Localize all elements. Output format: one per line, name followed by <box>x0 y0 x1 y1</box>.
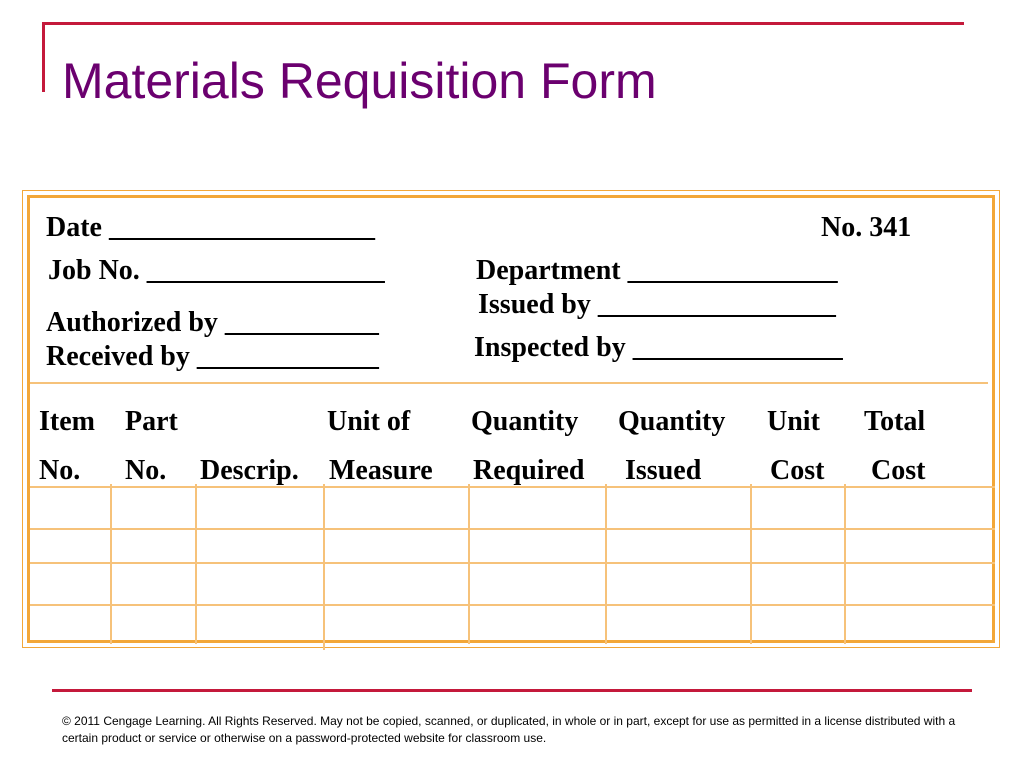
requisition-number: No. 341 <box>821 212 912 243</box>
authorized-by-field: Authorized by ___________ <box>46 307 379 338</box>
table-row-line <box>30 562 995 564</box>
table-top-line <box>30 382 988 384</box>
page-title: Materials Requisition Form <box>62 53 657 109</box>
date-field: Date ___________________ <box>46 212 375 243</box>
table-column-divider <box>468 484 470 644</box>
column-header-unit-of-measure: Unit of <box>327 406 411 437</box>
column-header-part: No. <box>125 455 167 486</box>
table-column-divider <box>844 484 846 644</box>
column-header-item: Item <box>39 406 95 437</box>
table-column-divider <box>195 484 197 644</box>
column-header-unit-of-measure: Measure <box>329 455 433 486</box>
column-header-quantity-issued: Quantity <box>618 406 726 437</box>
table-row-line <box>30 604 995 606</box>
column-header-quantity-required: Required <box>473 455 585 486</box>
left-accent-rule <box>42 22 45 92</box>
issued-by-field: Issued by _________________ <box>478 289 836 320</box>
received-by-field: Received by _____________ <box>46 341 379 372</box>
column-header-total-cost: Cost <box>871 455 926 486</box>
table-row-line <box>30 528 995 530</box>
copyright-footer: © 2011 Cengage Learning. All Rights Reserved. May not be copied, scanned, or duplicated, in whole or in part, except for use as permitted in a license distributed with a certain product or service or otherwise on a password-protected website for classroom use. <box>62 714 956 745</box>
column-header-quantity-issued: Issued <box>625 455 702 486</box>
table-column-divider <box>110 484 112 644</box>
table-column-divider <box>605 484 607 644</box>
table-column-divider <box>323 484 325 650</box>
column-header-quantity-required: Quantity <box>471 406 579 437</box>
column-header-description: Descrip. <box>200 455 299 486</box>
bottom-accent-rule <box>52 689 972 692</box>
table-column-divider <box>750 484 752 644</box>
top-accent-rule <box>42 22 964 25</box>
column-header-item: No. <box>39 455 81 486</box>
department-field: Department _______________ <box>476 255 838 286</box>
job-no-field: Job No. _________________ <box>48 255 385 286</box>
inspected-by-field: Inspected by _______________ <box>474 332 843 363</box>
column-header-total-cost: Total <box>864 406 926 437</box>
column-header-unit-cost: Unit <box>767 406 820 437</box>
column-header-unit-cost: Cost <box>770 455 825 486</box>
column-header-part: Part <box>125 406 178 437</box>
table-header-bottom-line <box>30 486 995 488</box>
